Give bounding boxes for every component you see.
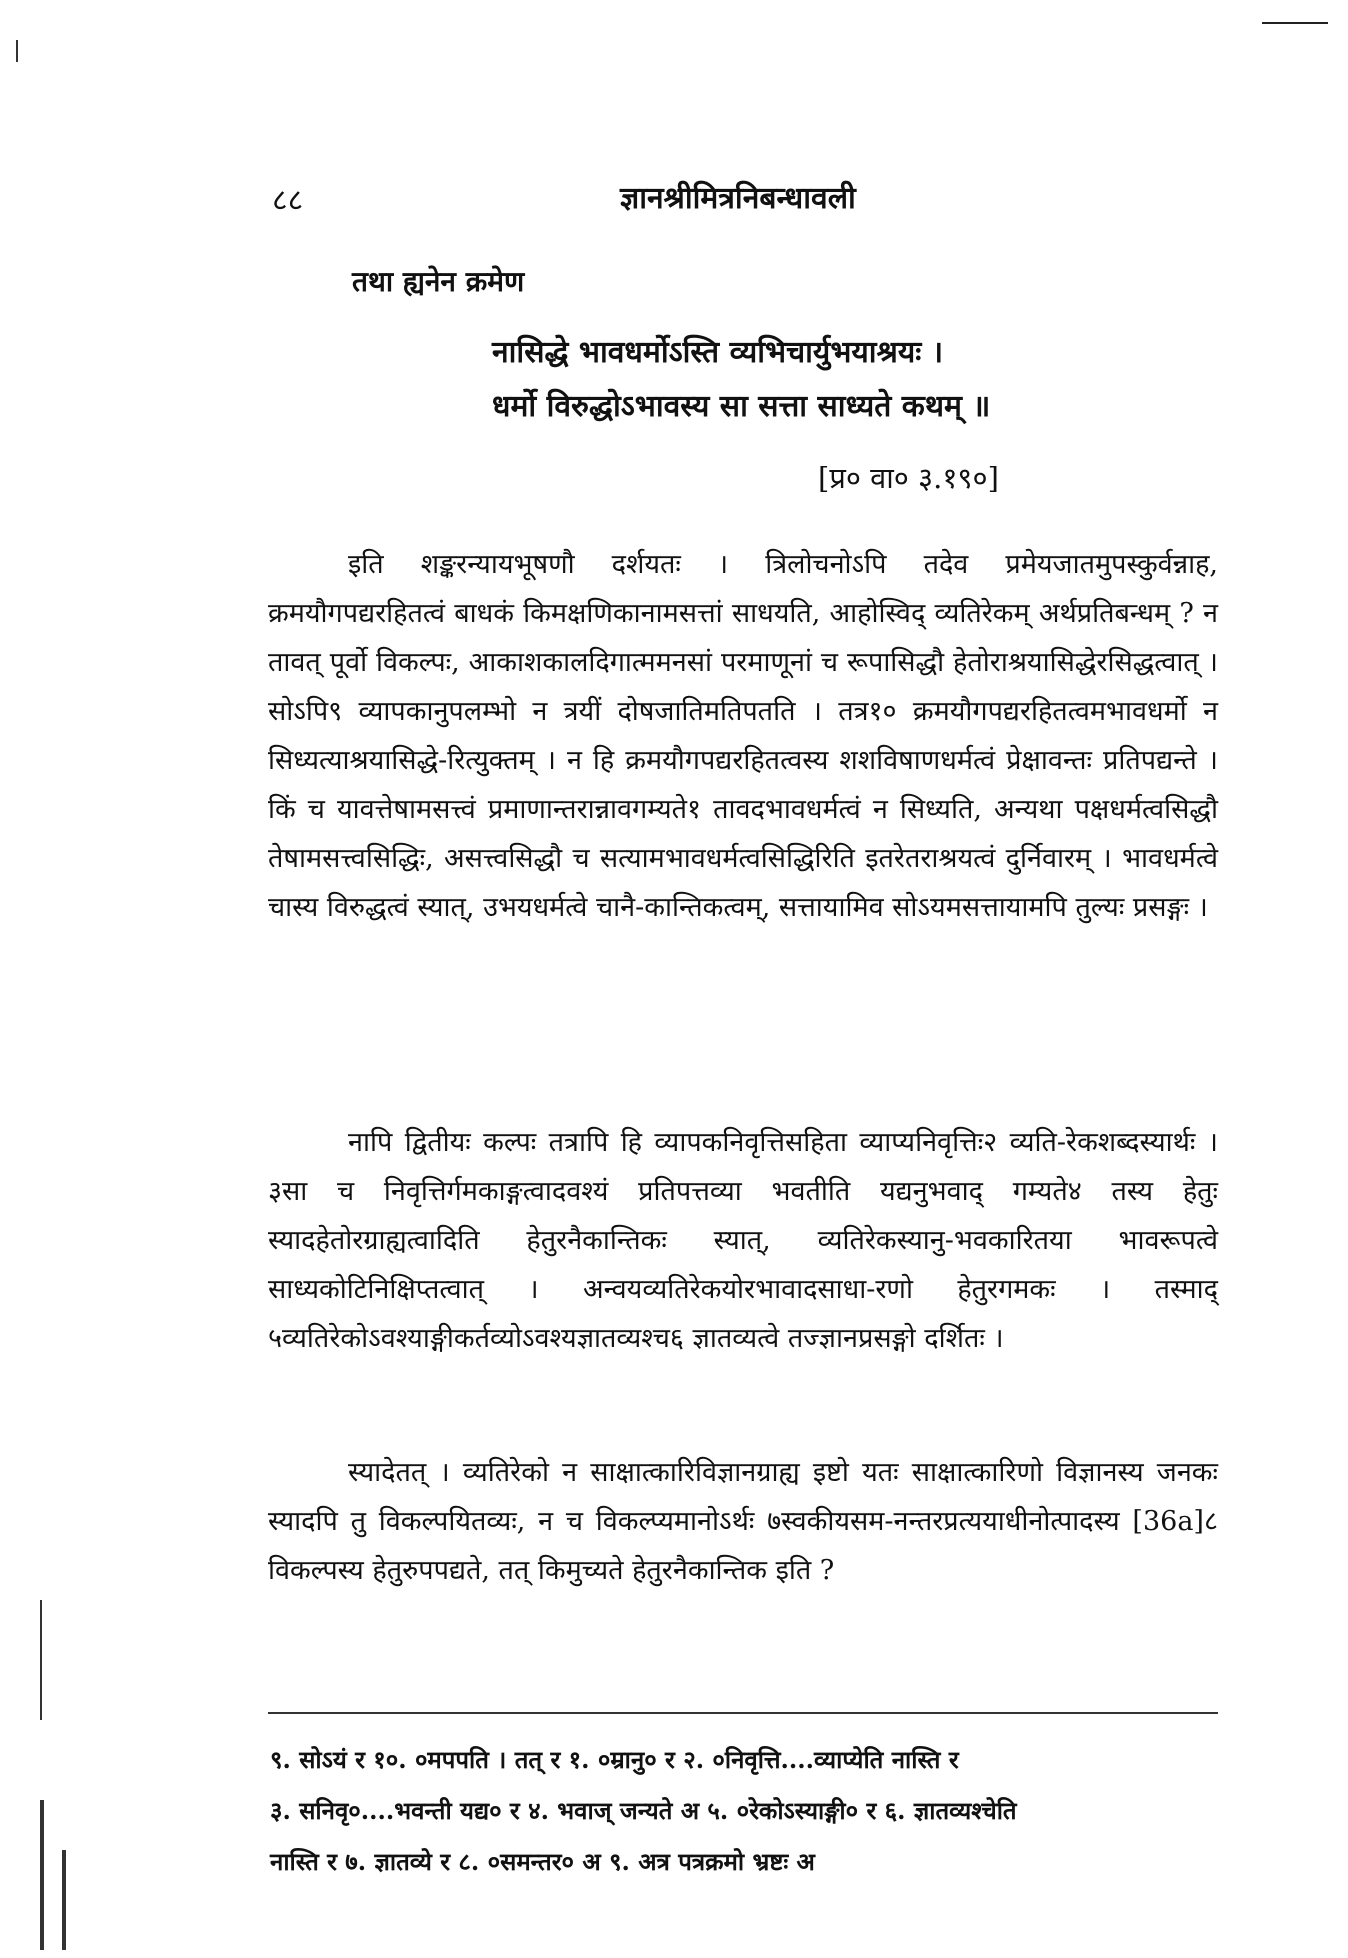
- left-margin-mark: [40, 1600, 42, 1720]
- left-margin-mark: [62, 1850, 66, 1950]
- paragraph-2: [268, 1118, 1218, 1363]
- footnote-rule: [268, 1712, 1218, 1714]
- intro-line: तथा ह्यनेन क्रमेण: [352, 265, 525, 298]
- paragraph-1: [268, 540, 1218, 932]
- footnote-line: नास्ति र ७. ज्ञातव्ये र ८. ०समन्तर० अ ९. अत्र पत्रक्रमो भ्रष्टः अ: [270, 1847, 815, 1876]
- paragraph-text: नापि द्वितीयः कल्पः तत्रापि हि व्यापकनिवृत्तिसहिता व्याप्यनिवृत्तिः२ व्यति-रेकशब्दस्यार्थः । ३सा च निवृत्तिर्गमकाङ्गत्वादवश्यं प्रतिपत्तव्या भवतीति यद्यनुभवाद् गम्यते४ तस्य हेतुः स्यादहेतोरग्राह्यत्वादिति हेतुरनैकान्तिकः स्यात्, व्यतिरेकस्यानु-भवकारितया भावरूपत्वे साध्यकोटिनिक्षिप्तत्वात् । अन्वयव्यतिरेकयोरभावादसाधा-रणो हेतुरगमकः । तस्माद् ५व्यतिरेकोऽवश्याङ्गीकर्तव्योऽवश्यज्ञातव्यश्च६ ज्ञातव्यत्वे तज्ज्ञानप्रसङ्गो दर्शितः ।: [268, 1127, 1218, 1354]
- paragraph-3: [268, 1448, 1218, 1595]
- paragraph-text: स्यादेतत् । व्यतिरेको न साक्षात्कारिविज्ञानग्राह्य इष्टो यतः साक्षात्कारिणो विज्ञानस्य जनकः स्यादपि तु विकल्पयितव्यः, न च विकल्प्यमानोऽर्थः ७स्वकीयसम-नन्तरप्रत्ययाधीनोत्पादस्य [36a]८ विकल्पस्य हेतुरुपपद्यते, तत् किमुच्यते हेतुरनैकान्तिक इति ?: [268, 1457, 1218, 1586]
- verse-line-1: नासिद्धे भावधर्मोऽस्ति व्यभिचार्युभयाश्रयः ।: [492, 335, 944, 370]
- paragraph-text: इति शङ्करन्यायभूषणौ दर्शयतः । त्रिलोचनोऽपि तदेव प्रमेयजातमुपस्कुर्वन्नाह, क्रमयौगपद्यरहितत्वं बाधकं किमक्षणिकानामसत्तां साधयति, आहोस्विद् व्यतिरेकम् अर्थप्रतिबन्धम् ? न तावत् पूर्वो विकल्पः, आकाशकालदिगात्ममनसां परमाणूनां च रूपासिद्धौ हेतोराश्रयासिद्धेरसिद्धत्वात् । सोऽपि९ व्यापकानुपलम्भो न त्रयीं दोषजातिमतिपतति । तत्र१० क्रमयौगपद्यरहितत्वमभावधर्मो न सिध्यत्याश्रयासिद्धे-रित्युक्तम् । न हि क्रमयौगपद्यरहितत्वस्य शशविषाणधर्मत्वं प्रेक्षावन्तः प्रतिपद्यन्ते । किं च यावत्तेषामसत्त्वं प्रमाणान्तरान्नावगम्यते१ तावदभावधर्मत्वं न सिध्यति, अन्यथा पक्षधर्मत्वसिद्धौ तेषामसत्त्वसिद्धिः, असत्त्वसिद्धौ च सत्यामभावधर्मत्वसिद्धिरिति इतरेतराश्रयत्वं दुर्निवारम् । भावधर्मत्वे चास्य विरुद्धत्वं स्यात्, उभयधर्मत्वे चानै-कान्तिकत्वम्, सत्तायामिव सोऽयमसत्तायामपि तुल्यः प्रसङ्गः ।: [268, 549, 1218, 923]
- page-number: ८८: [272, 183, 304, 218]
- verse-citation: [प्र० वा० ३.१९०]: [818, 461, 999, 495]
- footnotes: [270, 1734, 1220, 1887]
- footnote-line: ९. सोऽयं र १०. ०मपपति । तत् र १. ०म्रानु० र २. ०निवृत्ति....व्याप्येति नास्ति र: [270, 1745, 959, 1774]
- left-margin-mark: [40, 1800, 44, 1950]
- top-right-rule: [1262, 22, 1328, 24]
- running-title: ज्ञानश्रीमित्रनिबन्धावली: [620, 181, 856, 216]
- verse-line-2: धर्मो विरुद्धोऽभावस्य सा सत्ता साध्यते कथम् ॥: [492, 389, 991, 424]
- left-margin-mark: [16, 40, 18, 62]
- footnote-line: ३. सनिवृ०....भवन्ती यद्य० र ४. भवाज् जन्यते अ ५. ०रेकोऽस्याङ्गी० र ६. ज्ञातव्यश्चेति: [270, 1796, 1017, 1825]
